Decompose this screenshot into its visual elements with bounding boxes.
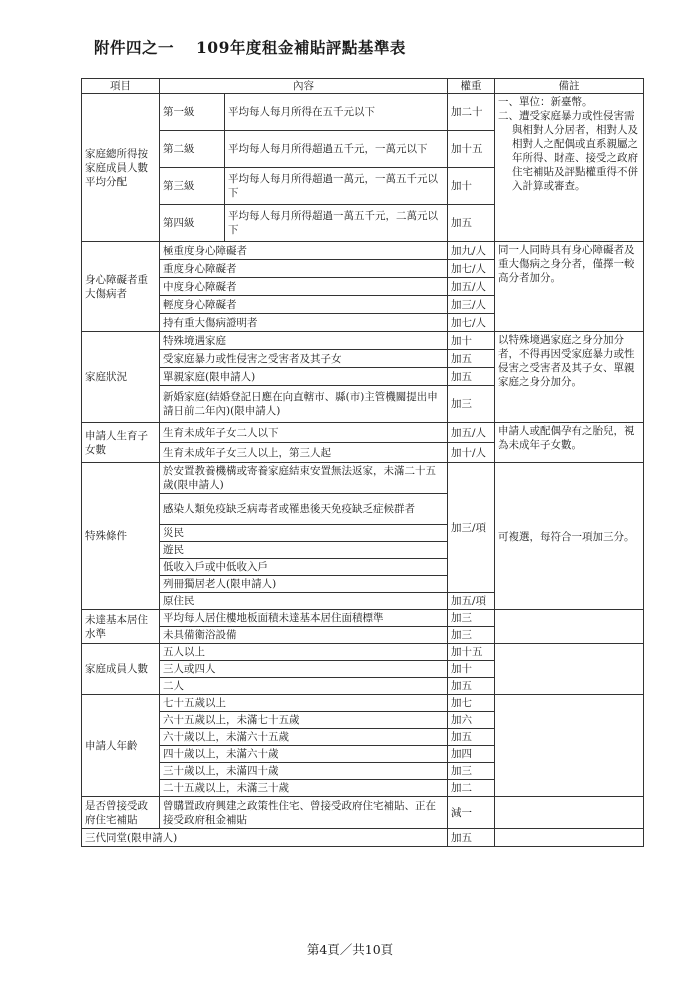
children-note: 申請人或配偶孕有之胎兒，視為未成年子女數。 [495,423,644,463]
members-weight: 加五 [448,678,495,695]
page-footer: 第4頁／共10頁 [306,942,394,957]
three-gen-weight: 加五 [448,829,495,847]
housing-weight: 加三 [448,627,495,644]
income-weight: 加十五 [448,131,495,168]
subsidy-weight: 減一 [448,797,495,829]
members-note-cell [495,644,644,695]
children-weight: 加十/人 [448,443,495,463]
subsidy-label: 是否曾接受政府住宅補貼 [82,797,160,829]
disability-weight: 加五/人 [448,278,495,296]
income-level: 第二級 [160,131,225,168]
housing-weight: 加三 [448,610,495,627]
family-note: 以特殊境遇家庭之身分加分者，不得再因受家庭暴力或性侵害之受害者及其子女、單親家庭之身分加分。 [495,332,644,423]
special-desc: 遊民 [160,542,448,559]
members-desc: 三人或四人 [160,661,448,678]
page-title [94,36,406,58]
income-level: 第四級 [160,205,225,242]
housing-desc: 未具備衛浴設備 [160,627,448,644]
disability-desc: 輕度身心障礙者 [160,296,448,314]
age-desc: 二十五歲以上，未滿三十歲 [160,780,448,797]
housing-label: 未達基本居住水準 [82,610,160,644]
special-desc: 低收入戶或中低收入戶 [160,559,448,576]
age-label: 申請人年齡 [82,695,160,797]
family-label: 家庭狀況 [82,332,160,423]
age-note-cell [495,695,644,797]
income-desc: 平均每人每月所得超過一萬元，一萬五千元以下 [225,168,448,205]
age-desc: 六十五歲以上，未滿七十五歲 [160,712,448,729]
age-desc: 三十歲以上，未滿四十歲 [160,763,448,780]
special-desc: 於安置教養機構或寄養家庭結束安置無法返家，未滿二十五歲(限申請人) [160,463,448,494]
disability-desc: 中度身心障礙者 [160,278,448,296]
disability-weight: 加三/人 [448,296,495,314]
three-gen-note-cell [495,829,644,847]
members-weight: 加十五 [448,644,495,661]
income-label: 家庭總所得按家庭成員人數平均分配 [82,94,160,242]
family-desc: 特殊境遇家庭 [160,332,448,350]
age-weight: 加二 [448,780,495,797]
special-desc: 感染人類免疫缺乏病毒者或罹患後天免疫缺乏症候群者 [160,494,448,525]
children-desc: 生育未成年子女二人以下 [160,423,448,443]
scoring-table [81,78,644,847]
indigenous-weight: 加五/項 [448,593,495,610]
title-prefix: 附件四之一 [94,38,175,57]
age-weight: 加七 [448,695,495,712]
subsidy-note-cell [495,797,644,829]
disability-desc: 重度身心障礙者 [160,260,448,278]
housing-note-cell [495,610,644,644]
income-desc: 平均每人每月所得在五千元以下 [225,94,448,131]
children-desc: 生育未成年子女三人以上，第三人起 [160,443,448,463]
disability-note: 同一人同時具有身心障礙者及重大傷病之身分者，僅擇一較高分者加分。 [495,242,644,332]
header-row [82,79,644,94]
income-weight: 加二十 [448,94,495,131]
age-desc: 六十歲以上，未滿六十五歲 [160,729,448,746]
age-desc: 七十五歲以上 [160,695,448,712]
disability-weight: 加九/人 [448,242,495,260]
age-weight: 加六 [448,712,495,729]
three-gen-label: 三代同堂(限申請人) [82,829,448,847]
income-weight: 加十 [448,168,495,205]
members-desc: 五人以上 [160,644,448,661]
members-desc: 二人 [160,678,448,695]
indigenous-desc: 原住民 [160,593,448,610]
disability-label: 身心障礙者重大傷病者 [82,242,160,332]
family-desc: 新婚家庭(結婚登記日應在向直轄市、縣(市)主管機關提出申請日前二年內)(限申請人) [160,386,448,423]
age-weight: 加三 [448,763,495,780]
header-item: 項目 [82,79,160,94]
family-weight: 加十 [448,332,495,350]
header-note: 備註 [495,79,644,94]
housing-desc: 平均每人居住樓地板面積未達基本居住面積標準 [160,610,448,627]
age-weight: 加五 [448,729,495,746]
family-desc: 受家庭暴力或性侵害之受害者及其子女 [160,350,448,368]
title-main: 109年度租金補貼評點基準表 [196,38,406,57]
disability-weight: 加七/人 [448,314,495,332]
header-content: 內容 [160,79,448,94]
income-desc: 平均每人每月所得超過五千元，一萬元以下 [225,131,448,168]
special-note: 可複選，每符合一項加三分。 [495,463,644,610]
disability-desc: 持有重大傷病證明者 [160,314,448,332]
special-desc: 災民 [160,525,448,542]
income-desc: 平均每人每月所得超過一萬五千元，二萬元以下 [225,205,448,242]
age-desc: 四十歲以上，未滿六十歲 [160,746,448,763]
income-level: 第一級 [160,94,225,131]
header-weight: 權重 [448,79,495,94]
age-weight: 加四 [448,746,495,763]
family-desc: 單親家庭(限申請人) [160,368,448,386]
subsidy-desc: 曾購置政府興建之政策性住宅、曾接受政府住宅補貼、正在接受政府租金補貼 [160,797,448,829]
disability-weight: 加七/人 [448,260,495,278]
special-weight: 加三/項 [448,463,495,593]
income-note-item: 二、遭受家庭暴力或性侵害需與相對人分居者，相對人及相對人之配偶或直系親屬之年所得、財產、接受之政府住宅補貼及評點權重得不併入計算或審查。 [498,110,638,192]
special-desc: 列冊獨居老人(限申請人) [160,576,448,593]
special-label: 特殊條件 [82,463,160,610]
income-level: 第三級 [160,168,225,205]
disability-desc: 極重度身心障礙者 [160,242,448,260]
income-weight: 加五 [448,205,495,242]
children-weight: 加五/人 [448,423,495,443]
family-weight: 加五 [448,368,495,386]
family-weight: 加三 [448,386,495,423]
family-weight: 加五 [448,350,495,368]
income-note-item: 一、單位：新臺幣。 [498,96,593,108]
income-note [495,94,644,242]
children-label: 申請人生育子女數 [82,423,160,463]
members-weight: 加十 [448,661,495,678]
members-label: 家庭成員人數 [82,644,160,695]
